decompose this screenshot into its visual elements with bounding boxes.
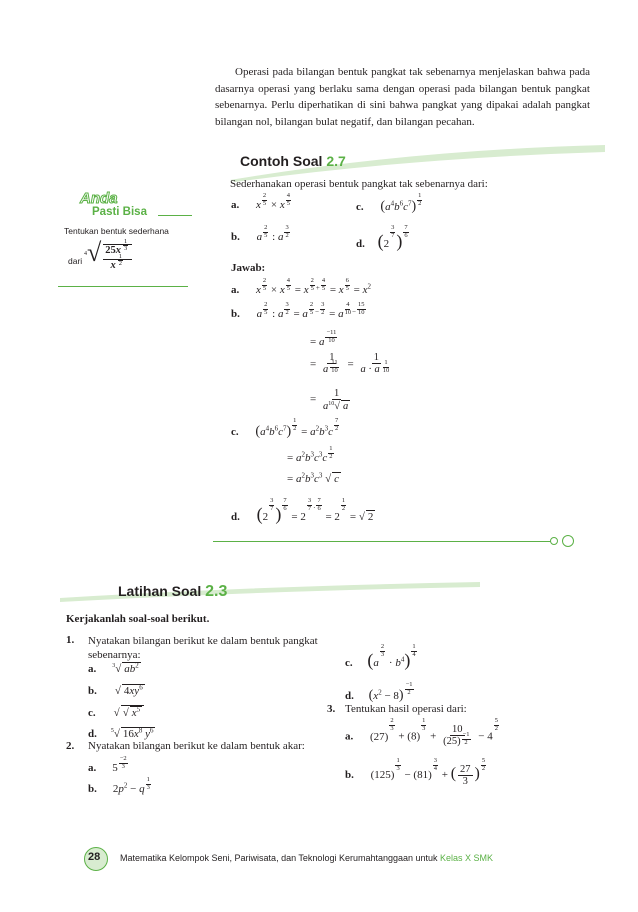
latihan-soal-heading: Latihan Soal 2.3 [118,583,228,600]
q2-a: a. 5 $\frac{-2}{3}$ [88,755,127,774]
q1-a: a. $^3$√ $ab^2$ [88,661,139,675]
q1-c-right: c. (a $\frac{2}{3}$ · $b^4$) $\frac{1}{4}$ [345,643,416,670]
pasti-bisa-text: Tentukan bentuk sederhana [64,226,169,236]
jawab-b-step2: = a $\frac{-11}{10}$ [310,329,337,348]
page-number: 28 [88,851,101,863]
intro-paragraph: Operasi pada bilangan bentuk pangkat tak sebenarnya menjelaskan bahwa pada dasarnya operasi yang berlaku sama dengan operasi pada bilangan bentuk pangkat sebenarnya. Perlu diperhatikan di sini bahwa pangkat yang dipakai adalah pangkat bilangan nol, bilangan bulat negatif, dan bilangan pecahan. [215,66,590,128]
contoh-item-c: c. $(a^4b^6c^7)$ $\frac{1}{2}$ [356,192,422,214]
q1-c: c. √ √ $x^5$ [88,705,144,719]
pasti-bisa-rule [158,215,192,216]
q3-text: Tentukan hasil operasi dari: [345,703,467,715]
jawab-c-step2: = $a^2b^3c^3c$ $\frac{1}{2}$ [287,445,333,464]
jawab-b: b. a $\frac{2}{5}$ : a $\frac{3}{2}$ = a $\frac{2}{5}$ − $\frac{3}{2}$ = a $\frac{4}{10}$ − $\frac{15}{10}$ [231,301,365,320]
divider-circles [548,534,578,548]
contoh-soal-heading: Contoh Soal 2.7 [240,153,346,169]
footer-text: Matematika Kelompok Seni, Pariwisata, dan Teknologi Kerumahtanggaan untuk Kelas X SMK [120,853,494,863]
pasti-bisa-label: Pasti Bisa [92,206,147,218]
q2-text: Nyatakan bilangan berikut ke dalam bentuk akar: [88,740,305,752]
jawab-a: a. x $\frac{2}{5}$ × x $\frac{4}{5}$ = x $\frac{2}{5}$ + $\frac{4}{5}$ = x $\frac{6}{5}$ = $x^2$ [231,277,372,296]
jawab-d: d. (2 $\frac{3}{7}$ ) $\frac{7}{6}$ = 2 $\frac{3}{7}$ · $\frac{7}{6}$ = 2 $\frac{1}{2}$ = √ 2 [231,497,374,524]
q3-number: 3. [327,703,336,715]
q1-d-right: d. $(x^2 - 8)$ $\frac{-1}{2}$ [345,681,413,703]
q3-a: a. (27) $\frac{2}{3}$ + (8) $\frac{1}{3}$ + 10 (25) $\frac{-1}{2}$ − 4 $\frac{5}{2}$ [345,717,498,748]
q1-d: d. $^5$√ $16x^8$ $y^6$ [88,726,154,740]
q1-number: 1. [66,634,75,646]
jawab-label: Jawab: [231,262,266,274]
jawab-c-step3: = $a^2b^3c^3$ √ c [287,471,340,485]
contoh-item-a: a. x $\frac{2}{5}$ × x $\frac{4}{5}$ [231,192,290,211]
pasti-bisa-expression: $^4$√ 25x $\frac{1}{3}$ x $\frac{1}{2}$ [84,238,134,274]
jawab-b-step4: = $\frac{1}{a^{10}√ a}$ [310,388,349,413]
section-divider [213,541,551,542]
q2-b: b. $2p^2 - q$ $\frac{1}{3}$ [88,776,150,795]
q3-b: b. (125) $\frac{1}{3}$ − (81) $\frac{3}{4}$ + ( $\frac{27}{3}$ ) $\frac{5}{2}$ [345,757,486,788]
q1-b: b. √ $4xy^6$ [88,683,143,697]
q1-text: Nyatakan bilangan berikut ke dalam bentuk pangkat sebenarnya: [88,635,318,661]
anda-pasti-bisa-box [58,190,188,290]
pasti-bisa-dari: dari [68,256,83,266]
q2-number: 2. [66,740,75,752]
anda-label: Anda [80,190,118,207]
pasti-bisa-rule-bottom [58,286,188,287]
latihan-instruction: Kerjakanlah soal-soal berikut. [66,613,210,625]
jawab-c: c. $(a^4b^6c^7)$ $\frac{1}{2}$ = $a^2b^3c$ $\frac{7}{2}$ [231,417,339,439]
contoh-question: Sederhanakan operasi bentuk pangkat tak sebenarnya dari: [230,178,488,190]
contoh-item-d: d. (2 $\frac{3}{7}$ ) $\frac{7}{6}$ [356,224,408,251]
contoh-item-b: b. a $\frac{2}{5}$ : a $\frac{3}{2}$ [231,224,289,243]
jawab-b-step3: = 1 a $\frac{11}{10}$ = 1 a · a $\frac{1}{10}$ [310,352,390,376]
